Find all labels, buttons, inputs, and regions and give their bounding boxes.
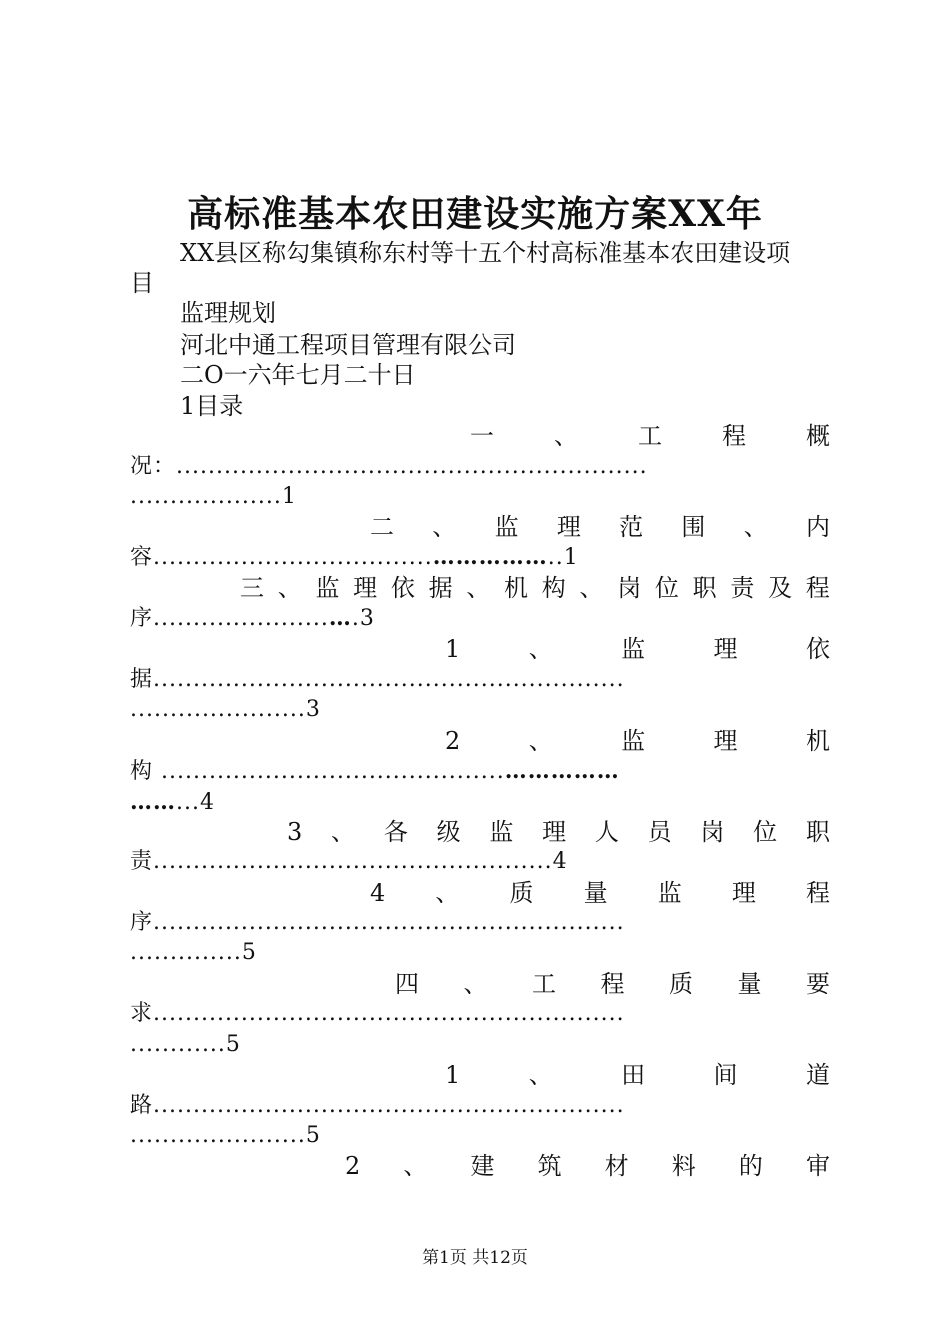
toc-entry-heading <box>445 1060 830 1090</box>
toc-heading-char: 监 <box>315 574 340 602</box>
toc-leader-text: 况：........................................................... <box>130 454 648 479</box>
toc-leader-text: 构 ........................................... <box>130 759 505 784</box>
toc-heading-char: 程 <box>805 879 830 907</box>
toc-page-number: ............5 <box>130 1032 241 1057</box>
toc-entry-heading <box>370 512 830 542</box>
toc-heading-char: 理 <box>731 879 756 907</box>
page-footer: 第1页 共12页 <box>422 1248 528 1268</box>
toc-heading-char: 、 <box>432 513 457 541</box>
toc-heading-char: 材 <box>604 1152 629 1180</box>
toc-entry-heading <box>370 878 830 908</box>
toc-heading-char: 及 <box>768 574 793 602</box>
toc-leader-line <box>130 908 625 938</box>
toc-heading-char: 概 <box>806 422 830 450</box>
toc-leader-text: 容................................... <box>130 545 433 570</box>
toc-heading-char: 理 <box>556 513 581 541</box>
toc-heading-char: 、 <box>331 818 356 846</box>
toc-heading-char: 围 <box>681 513 706 541</box>
toc-leader-line <box>130 603 375 634</box>
toc-heading-char: 量 <box>583 879 608 907</box>
toc-heading-char: 范 <box>619 513 644 541</box>
toc-leader-line <box>130 665 625 695</box>
toc-entry-heading <box>470 421 830 451</box>
toc-leader-ellipsis: … <box>328 605 352 631</box>
toc-heading-char: 程 <box>600 970 625 998</box>
toc-leader-line <box>130 1091 625 1121</box>
cover-date: 二O一六年七月二十日 <box>180 361 416 389</box>
toc-heading-char: 3 <box>287 818 303 846</box>
toc-entry-heading <box>287 817 830 847</box>
toc-heading-char: 监 <box>621 727 646 755</box>
toc-heading-char: 审 <box>805 1152 830 1180</box>
toc-heading-char: 责 <box>730 574 755 602</box>
toc-heading-char: 工 <box>532 970 556 998</box>
toc-heading-char: 人 <box>594 818 619 846</box>
toc-leader-line <box>130 847 568 877</box>
toc-leader-line-continued <box>130 482 297 512</box>
toc-leader-ellipsis: …………… <box>432 544 548 570</box>
toc-heading-char: 构 <box>541 574 566 602</box>
toc-heading-char: 1 <box>445 635 461 663</box>
toc-leader-line <box>130 999 625 1029</box>
toc-leader-line <box>130 452 648 482</box>
toc-leader-line-continued <box>130 787 215 818</box>
toc-leader-text: 路........................................................... <box>130 1093 625 1118</box>
toc-entry-heading <box>395 969 830 999</box>
toc-heading-char: 、 <box>554 422 578 450</box>
toc-leader-text: 序...................... <box>130 606 329 631</box>
toc-heading-char: 理 <box>713 727 738 755</box>
toc-heading-char: 二 <box>370 513 394 541</box>
toc-heading-char: 、 <box>579 574 604 602</box>
toc-heading-char: 量 <box>737 970 762 998</box>
toc-leader-ellipsis: …… <box>130 789 176 815</box>
toc-entry-heading <box>345 1151 830 1181</box>
toc-heading-char: 、 <box>435 879 460 907</box>
toc-heading-char: 、 <box>528 1061 553 1089</box>
toc-heading-char: 理 <box>542 818 567 846</box>
toc-heading-char: 级 <box>436 818 461 846</box>
cover-project-line-wrap: 目 <box>130 269 154 297</box>
toc-heading-char: 位 <box>753 818 778 846</box>
toc-heading-char: 工 <box>638 422 662 450</box>
toc-heading-char: 程 <box>805 574 830 602</box>
toc-page-number: ...................1 <box>130 484 297 509</box>
toc-page-number: ..1 <box>547 545 579 570</box>
toc-entry-heading <box>445 726 830 756</box>
toc-heading-char: 各 <box>383 818 408 846</box>
toc-heading-char: 、 <box>743 513 768 541</box>
toc-heading-char: 筑 <box>537 1152 562 1180</box>
toc-heading-char: 4 <box>370 879 386 907</box>
toc-heading-char: 职 <box>692 574 717 602</box>
toc-heading-char: 岗 <box>617 574 642 602</box>
toc-heading-char: 岗 <box>700 818 725 846</box>
toc-heading-char: 质 <box>509 879 534 907</box>
toc-leader-line-continued <box>130 1121 321 1151</box>
toc-heading-char: 监 <box>489 818 514 846</box>
toc-heading-char: 道 <box>805 1061 830 1089</box>
toc-heading-char: 理 <box>353 574 378 602</box>
toc-heading-char: 、 <box>463 970 488 998</box>
toc-heading-char: 一 <box>470 422 494 450</box>
toc-heading-char: 、 <box>403 1152 428 1180</box>
toc-heading-char: 依 <box>390 574 415 602</box>
toc-page-number: ......................5 <box>130 1123 321 1148</box>
toc-heading-char: 、 <box>277 574 302 602</box>
toc-heading-char: 员 <box>647 818 672 846</box>
toc-leader-line-continued <box>130 695 321 725</box>
toc-heading-char: 依 <box>805 635 830 663</box>
toc-heading-char: 2 <box>445 727 461 755</box>
toc-heading-char: 、 <box>528 635 553 663</box>
toc-page-number: ..............5 <box>130 940 257 965</box>
document-title: 高标准基本农田建设实施方案XX年 <box>187 193 763 235</box>
toc-heading-char: 1 <box>445 1061 461 1089</box>
toc-heading-char: 监 <box>657 879 682 907</box>
toc-heading-char: 监 <box>494 513 519 541</box>
toc-heading-char: 理 <box>713 635 738 663</box>
toc-leader-ellipsis: …………… <box>504 758 620 784</box>
toc-entry-heading <box>240 573 830 603</box>
toc-heading-char: 质 <box>669 970 693 998</box>
toc-heading-char: 田 <box>621 1061 646 1089</box>
toc-heading-char: 三 <box>240 574 264 602</box>
toc-page-number: .3 <box>351 606 375 631</box>
toc-leader-line-continued <box>130 938 257 968</box>
toc-heading: 1目录 <box>180 392 244 420</box>
cover-project-line: XX县区称勾集镇称东村等十五个村高标准基本农田建设项 <box>180 239 791 267</box>
toc-leader-text: 序........................................................... <box>130 910 625 935</box>
toc-heading-char: 机 <box>805 727 830 755</box>
toc-leader-text: 据........................................................... <box>130 667 625 692</box>
toc-entry-heading <box>445 634 830 664</box>
toc-page-number: ......................3 <box>130 697 321 722</box>
toc-heading-char: 、 <box>528 727 553 755</box>
toc-heading-char: 内 <box>805 513 830 541</box>
toc-heading-char: 的 <box>738 1152 763 1180</box>
cover-doc-type: 监理规划 <box>180 299 276 327</box>
toc-heading-char: 职 <box>805 818 830 846</box>
toc-heading-char: 监 <box>621 635 646 663</box>
toc-heading-char: 2 <box>345 1152 361 1180</box>
toc-leader-text: 求........................................................... <box>130 1001 625 1026</box>
cover-company: 河北中通工程项目管理有限公司 <box>180 331 516 359</box>
toc-heading-char: 机 <box>504 574 529 602</box>
toc-heading-char: 位 <box>654 574 679 602</box>
toc-leader-text: 责..................................................4 <box>130 849 568 874</box>
toc-page-number: ...4 <box>176 790 215 815</box>
toc-heading-char: 四 <box>395 970 419 998</box>
toc-leader-line <box>130 542 579 573</box>
toc-heading-char: 料 <box>671 1152 696 1180</box>
toc-heading-char: 、 <box>466 574 491 602</box>
toc-leader-line-continued <box>130 1030 241 1060</box>
toc-leader-line <box>130 756 620 787</box>
toc-heading-char: 程 <box>722 422 746 450</box>
toc-heading-char: 间 <box>713 1061 738 1089</box>
toc-heading-char: 建 <box>470 1152 495 1180</box>
toc-heading-char: 要 <box>806 970 830 998</box>
toc-heading-char: 据 <box>428 574 453 602</box>
